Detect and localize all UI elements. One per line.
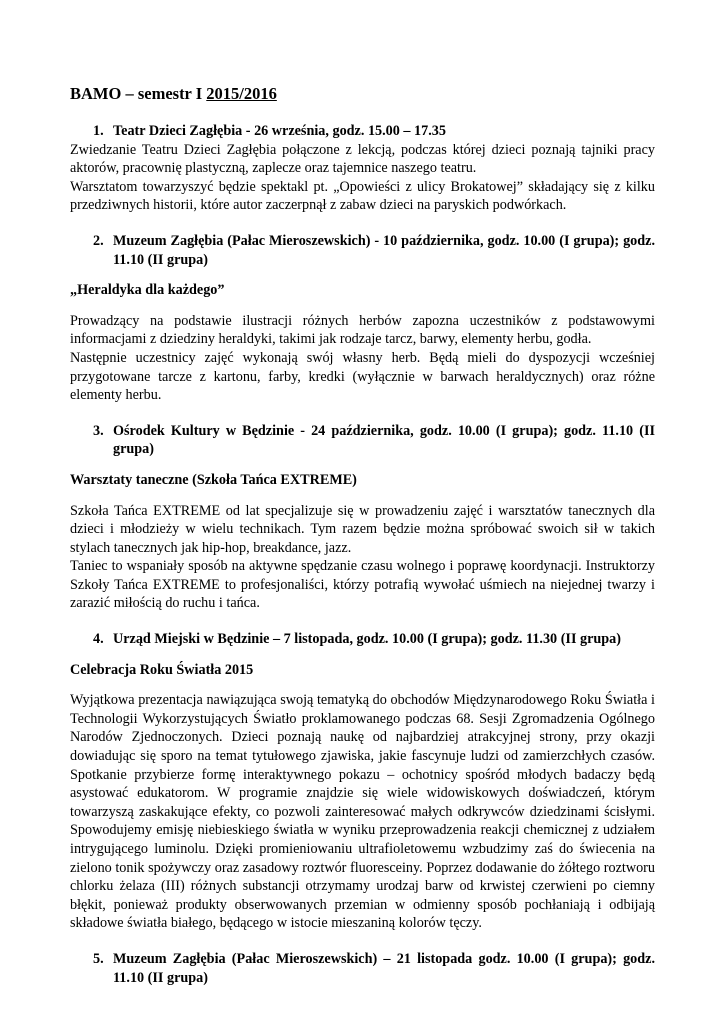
item-heading-3 — [70, 422, 655, 459]
item-number: 4. — [93, 631, 104, 648]
document-page — [70, 84, 655, 987]
item-paragraph: Zwiedzanie Teatru Dzieci Zagłębia połączone z lekcją, podczas której dzieci poznają tajniki pracy aktorów, pracownię plastyczną, zaplecze oraz tajemnice naszego teatru. — [70, 141, 655, 177]
document-title — [70, 84, 655, 104]
item-number: 1. — [93, 123, 104, 139]
item-paragraph: Prowadzący na podstawie ilustracji różnych herbów zapozna uczestników z podstawowymi informacjami z dziedziny heraldyki, takimi jak rodzaje tarcz, barwy, elementy herbu, godła. — [70, 312, 655, 348]
title-prefix: BAMO – semestr I — [70, 84, 207, 103]
title-year: 2015/2016 — [206, 84, 277, 103]
item-paragraph: Warsztatom towarzyszyć będzie spektakl pt. „Opowieści z ulicy Brokatowej” składający się z kilku przedziwnych historii, które autor zaczerpnął z zabaw dzieci na paryskich podwórkach. — [70, 178, 655, 214]
item-subtitle: Celebracja Roku Światła 2015 — [70, 661, 254, 678]
item-paragraph: Wyjątkowa prezentacja nawiązująca swoją tematyką do obchodów Międzynarodowego Roku Światła i Technologii Wykorzystujących Światło proklamowanego podczas 68. Sesji Zgromadzenia Ogólnego Narodów Zjednoczonych. Dzieci poznają naukę od najbardziej atrakcyjnej strony, przy okazji dowiadując się sporo na temat tytułowego zjawiska, jakie fascynuje ludzi od zamierzchłych czasów. Spotkanie przybierze formę interaktywnego pokazu – ochotnicy spośród młodych badaczy będą asystować edukatorom. W programie znajdzie się wiele widowiskowych doświadczeń, którym towarzyszą zaskakujące efekty, co pozwoli zainteresować małych odkrywców dziedzinami ścisłymi. Spowodujemy emisję niebieskiego światła w wyniku przeprowadzenia reakcji chemicznej z udziałem intrygującego luminolu. Dzięki promieniowaniu ultrafioletowemu wzbudzimy zaś do świecenia na zielono tonik spożywczy oraz zasadowy roztwór fluoresceiny. Poprzez dodawanie do żółtego roztworu chlorku żelaza (III) różnych substancji otrzymamy urodzaj barw od krwistej czerwieni po ciemny błękit, ponieważ produkty obserwowanych przemian w odmienny sposób pochłaniają i odbijają składowe światła białego, będącego w istocie mieszaniną kolorów tęczy. — [70, 692, 655, 932]
item-subtitle: „Heraldyka dla każdego” — [70, 282, 225, 299]
item-heading-1 — [70, 122, 655, 141]
item-heading-4 — [70, 630, 655, 649]
item-paragraph: Następnie uczestnicy zajęć wykonają swój własny herb. Będą mieli do dyspozycji wcześniej przygotowane tarcze z kartonu, farby, kredki (wyłącznie w barwach heraldycznych) oraz różne elementy herbu. — [70, 349, 655, 404]
item-number: 5. — [93, 950, 104, 967]
item-paragraph: Taniec to wspaniały sposób na aktywne spędzanie czasu wolnego i poprawę koordynacji. Instruktorzy Szkoły Tańca EXTREME to profesjonaliści, którzy potrafią wywołać uśmiech na niejednej twarzy i zarazić miłością do ruchu i tańca. — [70, 558, 655, 612]
item-heading-text: Muzeum Zagłębia (Pałac Mieroszewskich) - 10 października, godz. 10.00 (I grupa); godz. 11.10 (II grupa) — [113, 232, 655, 268]
item-number: 3. — [93, 422, 104, 439]
item-subtitle: Warsztaty taneczne (Szkoła Tańca EXTREME) — [70, 471, 357, 488]
item-heading-text: Teatr Dzieci Zagłębia - 26 września, godz. 15.00 – 17.35 — [113, 123, 446, 139]
item-number: 2. — [93, 232, 104, 249]
item-heading-text: Muzeum Zagłębia (Pałac Mieroszewskich) – 21 listopada godz. 10.00 (I grupa); godz. 11.10 (II grupa) — [113, 950, 655, 986]
item-heading-text: Urząd Miejski w Będzinie – 7 listopada, godz. 10.00 (I grupa); godz. 11.30 (II grupa) — [113, 631, 621, 648]
item-heading-text: Ośrodek Kultury w Będzinie - 24 października, godz. 10.00 (I grupa); godz. 11.10 (II grupa) — [113, 422, 655, 458]
item-paragraph: Szkoła Tańca EXTREME od lat specjalizuje się w prowadzeniu zajęć i warsztatów tanecznych dla dzieci i młodzieży w wielu technikach. Tym razem będzie można spróbować swoich sił w takich stylach tanecznych jak hip-hop, breakdance, jazz. — [70, 502, 655, 556]
item-heading-2 — [70, 232, 655, 269]
item-heading-5 — [70, 950, 655, 987]
